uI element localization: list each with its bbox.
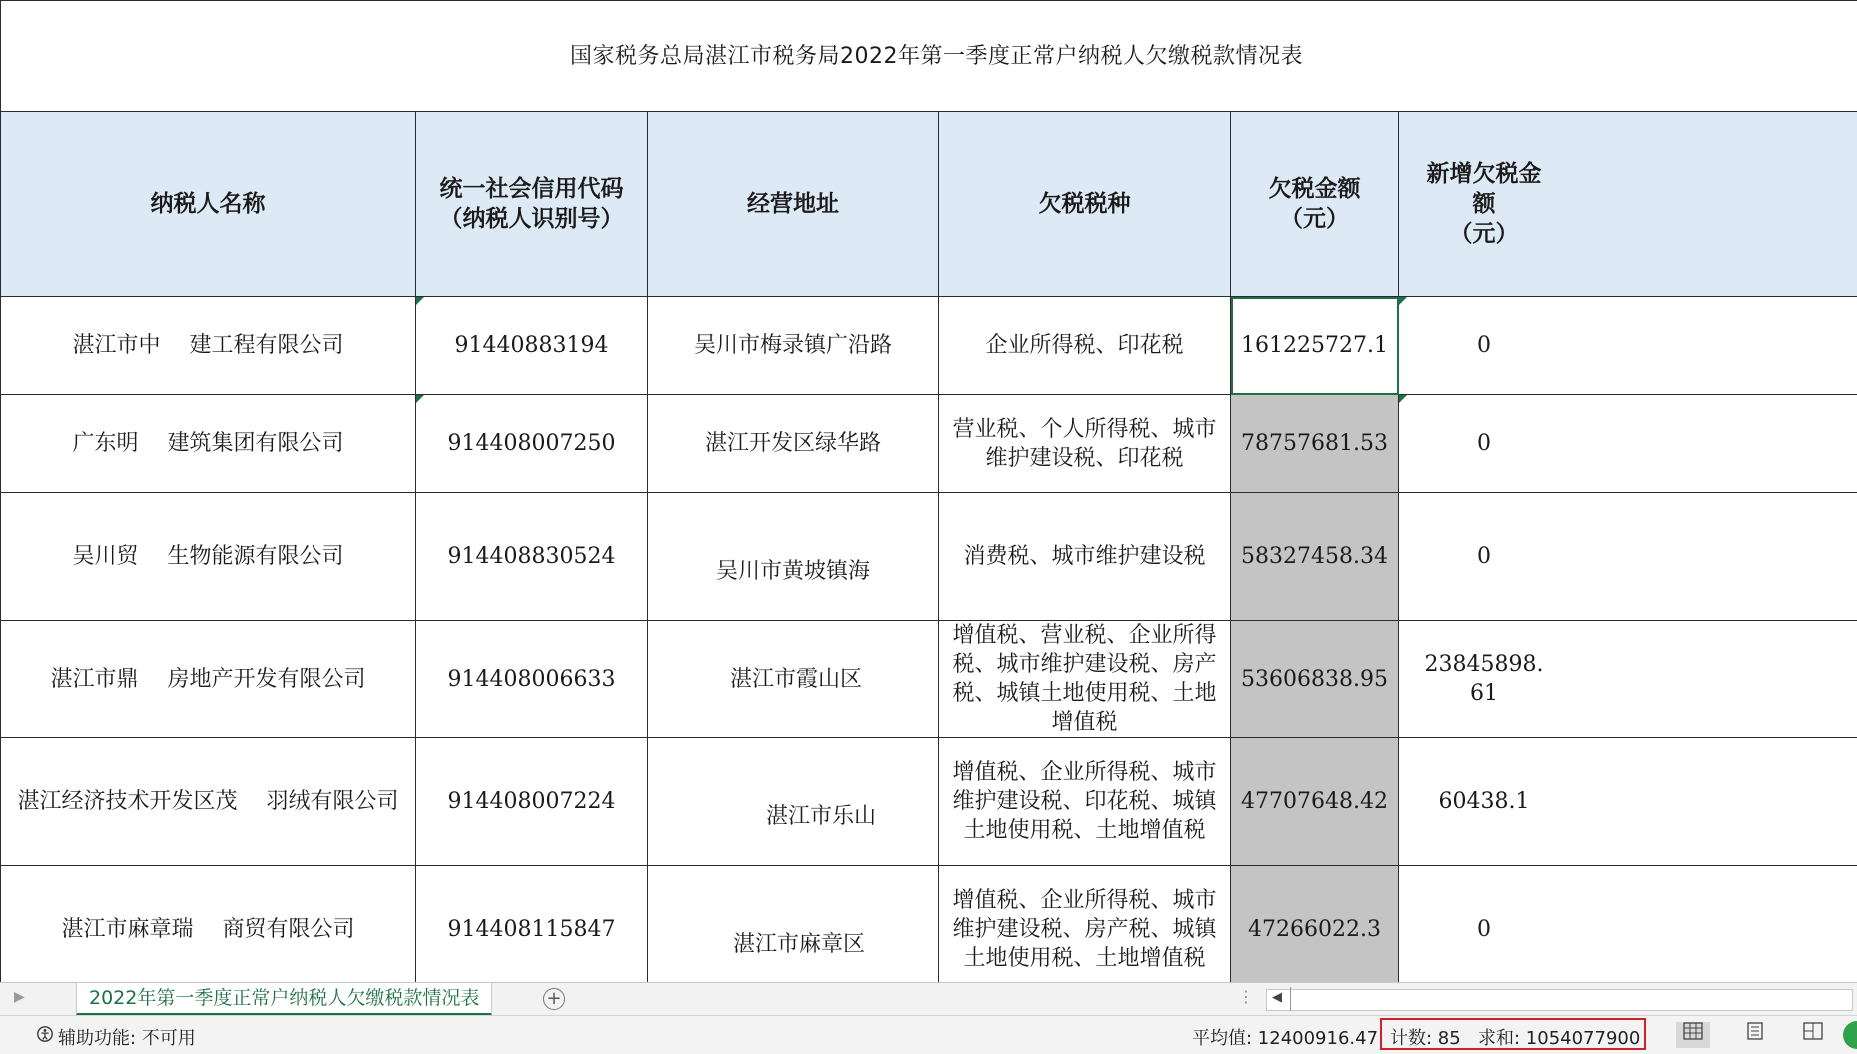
address-cell[interactable]: 吴川市黄坡镇海 xyxy=(648,493,939,621)
tab-split-handle-icon[interactable]: ⋮ xyxy=(1238,987,1254,1006)
status-bar xyxy=(0,1015,1857,1054)
taxpayer-name-cell[interactable]: 湛江经济技术开发区茂 羽绒有限公司 xyxy=(1,738,416,866)
credit-code-cell[interactable] xyxy=(416,297,648,395)
credit-code-cell[interactable]: 914408830524 xyxy=(416,493,648,621)
table-row xyxy=(1,866,1857,983)
header-new-owed-amount[interactable] xyxy=(1399,112,1857,297)
tab-scroll-right-icon[interactable]: ▶ xyxy=(14,989,25,1005)
owed-amount-cell[interactable]: 58327458.34 xyxy=(1231,493,1399,621)
header-credit-code-line2: （纳税人识别号） xyxy=(440,205,624,232)
status-count[interactable]: 计数: 85 xyxy=(1390,1024,1461,1050)
address-cell[interactable]: 湛江市乐山 xyxy=(648,738,939,866)
taxpayer-name-cell[interactable]: 湛江市中 建工程有限公司 xyxy=(1,297,416,395)
header-owed-amount[interactable] xyxy=(1231,112,1399,297)
new-owed-amount-cell[interactable] xyxy=(1399,297,1857,395)
new-owed-text: 0 xyxy=(1419,542,1549,571)
header-owed-line2: （元） xyxy=(1280,205,1349,232)
header-credit-code-line1: 统一社会信用代码 xyxy=(440,175,624,202)
taxpayer-name-cell[interactable]: 广东明 建筑集团有限公司 xyxy=(1,395,416,493)
scrollbar-divider xyxy=(1290,987,1291,1011)
tax-types-cell[interactable]: 消费税、城市维护建设税 xyxy=(939,493,1231,621)
taxpayer-name-cell[interactable]: 吴川贸 生物能源有限公司 xyxy=(1,493,416,621)
new-owed-text: 0 xyxy=(1419,331,1549,360)
tax-types-cell[interactable]: 营业税、个人所得税、城市维护建设税、印花税 xyxy=(939,395,1231,493)
normal-view-button[interactable] xyxy=(1676,1022,1710,1048)
header-new-owed-line2: （元） xyxy=(1450,220,1519,247)
header-address[interactable]: 经营地址 xyxy=(648,112,939,297)
sheet-tab-bar xyxy=(0,982,1857,1016)
green-triangle-icon xyxy=(416,297,424,305)
page-break-view-button[interactable] xyxy=(1796,1022,1830,1048)
green-triangle-icon xyxy=(1399,297,1407,305)
owed-amount-cell[interactable]: 47707648.42 xyxy=(1231,738,1399,866)
taxpayer-name-cell[interactable]: 湛江市鼎 房地产开发有限公司 xyxy=(1,621,416,738)
green-triangle-icon xyxy=(1399,395,1407,403)
table-row xyxy=(1,395,1857,493)
header-owed-line1: 欠税金额 xyxy=(1269,175,1361,202)
owed-amount-cell[interactable]: 47266022.3 xyxy=(1231,866,1399,983)
address-cell[interactable]: 湛江开发区绿华路 xyxy=(648,395,939,493)
tax-types-cell[interactable]: 增值税、企业所得税、城市维护建设税、房产税、城镇土地使用税、土地增值税 xyxy=(939,866,1231,983)
sheet-title[interactable]: 国家税务总局湛江市税务局2022年第一季度正常户纳税人欠缴税款情况表 xyxy=(1,1,1857,112)
green-triangle-icon xyxy=(416,395,424,403)
credit-code-text: 91440883194 xyxy=(455,333,609,358)
owed-amount-cell[interactable]: 161225727.1 xyxy=(1231,297,1399,395)
new-owed-text: 23845898.61 xyxy=(1419,650,1549,708)
app-badge-icon xyxy=(1840,1020,1857,1050)
header-credit-code[interactable] xyxy=(416,112,648,297)
header-row xyxy=(1,112,1857,297)
new-owed-text: 0 xyxy=(1419,915,1549,944)
new-owed-amount-cell[interactable] xyxy=(1399,738,1857,866)
address-cell[interactable]: 湛江市霞山区 xyxy=(648,621,939,738)
owed-amount-cell[interactable]: 53606838.95 xyxy=(1231,621,1399,738)
new-owed-text: 0 xyxy=(1419,429,1549,458)
credit-code-cell[interactable]: 914408006633 xyxy=(416,621,648,738)
add-sheet-icon[interactable]: + xyxy=(543,988,565,1010)
accessibility-icon xyxy=(36,1025,54,1043)
table-row xyxy=(1,493,1857,621)
tax-types-cell[interactable]: 增值税、企业所得税、城市维护建设税、印花税、城镇土地使用税、土地增值税 xyxy=(939,738,1231,866)
header-tax-types[interactable]: 欠税税种 xyxy=(939,112,1231,297)
status-average[interactable]: 平均值: 12400916.47 xyxy=(1192,1024,1378,1050)
new-owed-amount-cell[interactable] xyxy=(1399,621,1857,738)
page-layout-view-button[interactable] xyxy=(1738,1022,1772,1048)
tax-types-cell[interactable]: 增值税、营业税、企业所得税、城市维护建设税、房产税、城镇土地使用税、土地增值税 xyxy=(939,621,1231,738)
tax-types-cell[interactable]: 企业所得税、印花税 xyxy=(939,297,1231,395)
page-layout-icon xyxy=(1745,1022,1765,1040)
new-owed-amount-cell[interactable] xyxy=(1399,493,1857,621)
sheet-tab-active[interactable]: 2022年第一季度正常户纳税人欠缴税款情况表 xyxy=(76,983,492,1016)
header-new-owed-line1: 新增欠税金额 xyxy=(1427,160,1542,217)
page-break-icon xyxy=(1803,1022,1823,1040)
credit-code-cell[interactable] xyxy=(416,395,648,493)
owed-amount-cell[interactable]: 78757681.53 xyxy=(1231,395,1399,493)
new-owed-amount-cell[interactable] xyxy=(1399,395,1857,493)
address-cell[interactable]: 湛江市麻章区 xyxy=(648,866,939,983)
new-owed-text: 60438.1 xyxy=(1419,787,1549,816)
accessibility-status[interactable]: 辅助功能: 不可用 xyxy=(58,1024,196,1050)
table-row xyxy=(1,297,1857,395)
taxpayer-name-cell[interactable]: 湛江市麻章瑞 商贸有限公司 xyxy=(1,866,416,983)
credit-code-cell[interactable]: 914408115847 xyxy=(416,866,648,983)
grid-view-icon xyxy=(1683,1022,1703,1040)
horizontal-scrollbar[interactable] xyxy=(1266,989,1853,1011)
credit-code-text: 914408007250 xyxy=(448,431,616,456)
scroll-left-arrow-icon[interactable]: ◀ xyxy=(1272,990,1282,1005)
table-row xyxy=(1,738,1857,866)
new-owed-amount-cell[interactable] xyxy=(1399,866,1857,983)
credit-code-cell[interactable]: 914408007224 xyxy=(416,738,648,866)
table-row xyxy=(1,621,1857,738)
header-taxpayer-name[interactable]: 纳税人名称 xyxy=(1,112,416,297)
status-sum[interactable]: 求和: 1054077900 xyxy=(1478,1024,1640,1050)
address-cell[interactable]: 吴川市梅录镇广沿路 xyxy=(648,297,939,395)
